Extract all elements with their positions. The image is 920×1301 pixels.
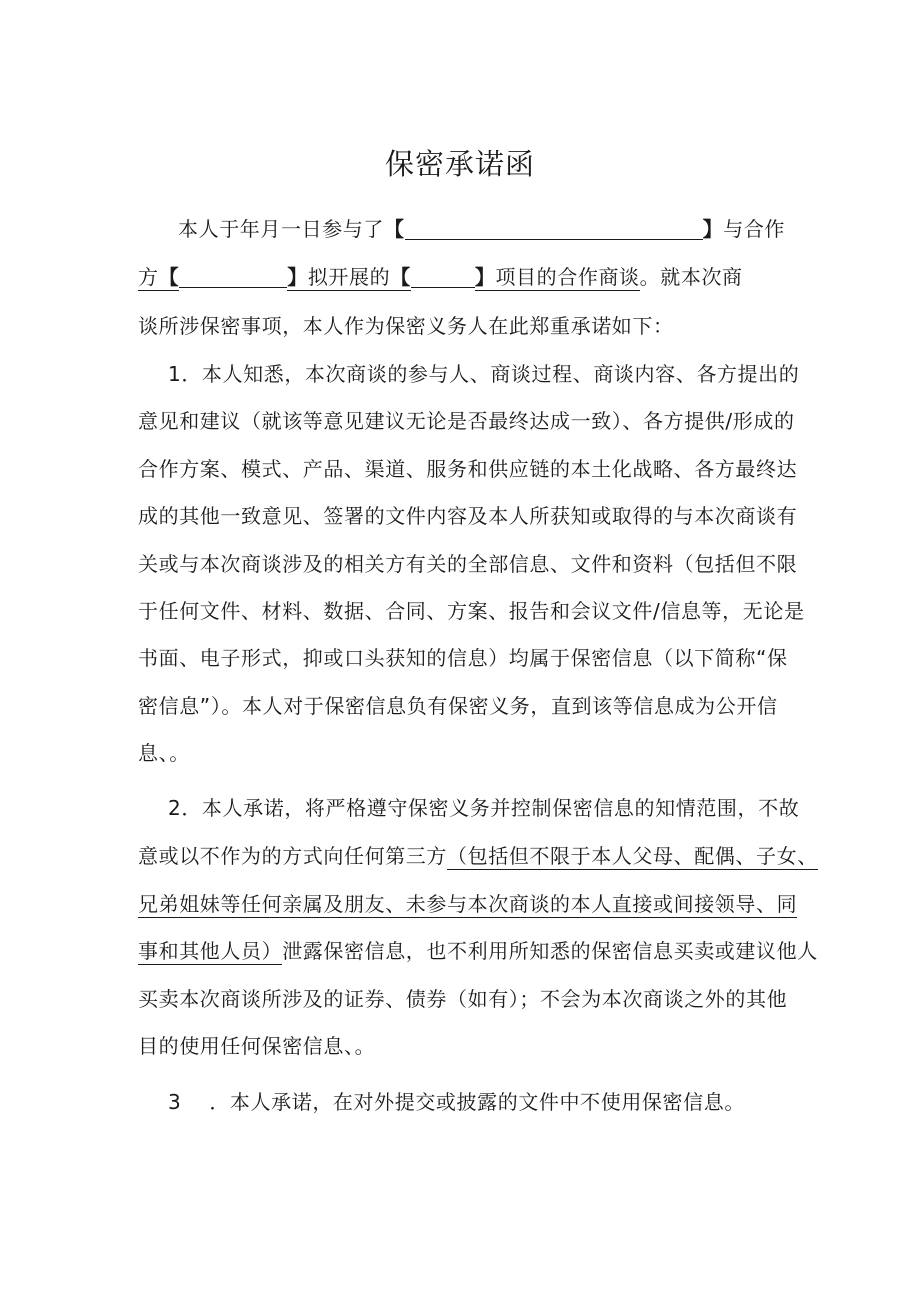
clause3-text: ．本人承诺，在对外提交或披露的文件中不使用保密信息。 — [209, 1090, 745, 1114]
intro-text: 拟开展的 — [307, 265, 391, 289]
clause2-line: 买卖本次商谈所涉及的证券、债券（如有）；不会为本次商谈之外的其他 — [138, 987, 788, 1011]
clause2-text: 意或以不作为的方式向任何第三方 — [138, 844, 447, 868]
clause2-line — [138, 841, 818, 871]
clause1-line: 密信息”）。本人对于保密信息负有保密义务，直到该等信息成为公开信 — [138, 694, 778, 718]
clause2-underlined-text: （包括但不限于本人父母、配偶、子女、 — [447, 844, 818, 868]
bracket-open: 【 — [158, 265, 180, 289]
intro-text: 与合作 — [723, 217, 786, 241]
clause1-line: 成的其他一致意见、签署的文件内容及本人所获知或取得的与本次商谈有 — [138, 504, 798, 528]
intro-text: 项目的合作商谈 — [495, 265, 640, 289]
bracket-close: 】 — [287, 265, 308, 289]
bracket-open: 【 — [384, 217, 405, 241]
intro-line-3: 谈所涉保密事项，本人作为保密义务人在此郑重承诺如下： — [138, 314, 674, 338]
clause2-underlined-text: 事和其他人员） — [138, 939, 283, 963]
partner-name-blank[interactable] — [179, 265, 287, 288]
clause1-line: 于任何文件、材料、数据、合同、方案、报告和会议文件/信息等，无论是 — [138, 599, 805, 623]
intro-text: 本人于年月一日参与了 — [178, 217, 384, 241]
clause2-line: 2．本人承诺，将严格遵守保密义务并控制保密信息的知情范围，不故 — [168, 796, 800, 820]
document-title: 保密承诺函 — [384, 147, 535, 181]
clause3-number: 3 — [168, 1090, 182, 1114]
clause2-line — [138, 889, 798, 919]
clause2-line — [138, 936, 818, 966]
project-name-blank[interactable] — [405, 217, 703, 240]
project-type-blank[interactable] — [411, 265, 475, 288]
intro-line-1 — [178, 214, 828, 244]
clause3-line — [168, 1087, 818, 1117]
bracket-open: 【 — [390, 265, 411, 289]
clause1-line: 息、。 — [138, 741, 190, 765]
clause1-line: 意见和建议（就该等意见建议无论是否最终达成一致）、各方提供/形成的 — [138, 409, 795, 433]
clause2-line: 目的使用任何保密信息、。 — [138, 1034, 376, 1058]
bracket-close: 】 — [702, 217, 724, 241]
intro-text: 。就本次商 — [639, 265, 743, 289]
clause1-line: 合作方案、模式、产品、渠道、服务和供应链的本土化战略、各方最终达 — [138, 457, 798, 481]
bracket-close: 】 — [474, 265, 496, 289]
clause1-line: 1．本人知悉，本次商谈的参与人、商谈过程、商谈内容、各方提出的 — [168, 362, 800, 386]
clause1-line: 关或与本次商谈涉及的相关方有关的全部信息、文件和资料（包括但不限 — [138, 552, 798, 576]
intro-line-2 — [138, 262, 788, 292]
party-label: 方 — [138, 265, 159, 289]
clause1-line: 书面、电子形式，抑或口头获知的信息）均属于保密信息（以下简称“保 — [138, 646, 788, 670]
clause2-text: 泄露保密信息，也不利用所知悉的保密信息买卖或建议他人 — [282, 939, 818, 963]
clause2-underlined-text: 兄弟姐妹等任何亲属及朋友、未参与本次商谈的本人直接或间接领导、同 — [138, 892, 798, 916]
